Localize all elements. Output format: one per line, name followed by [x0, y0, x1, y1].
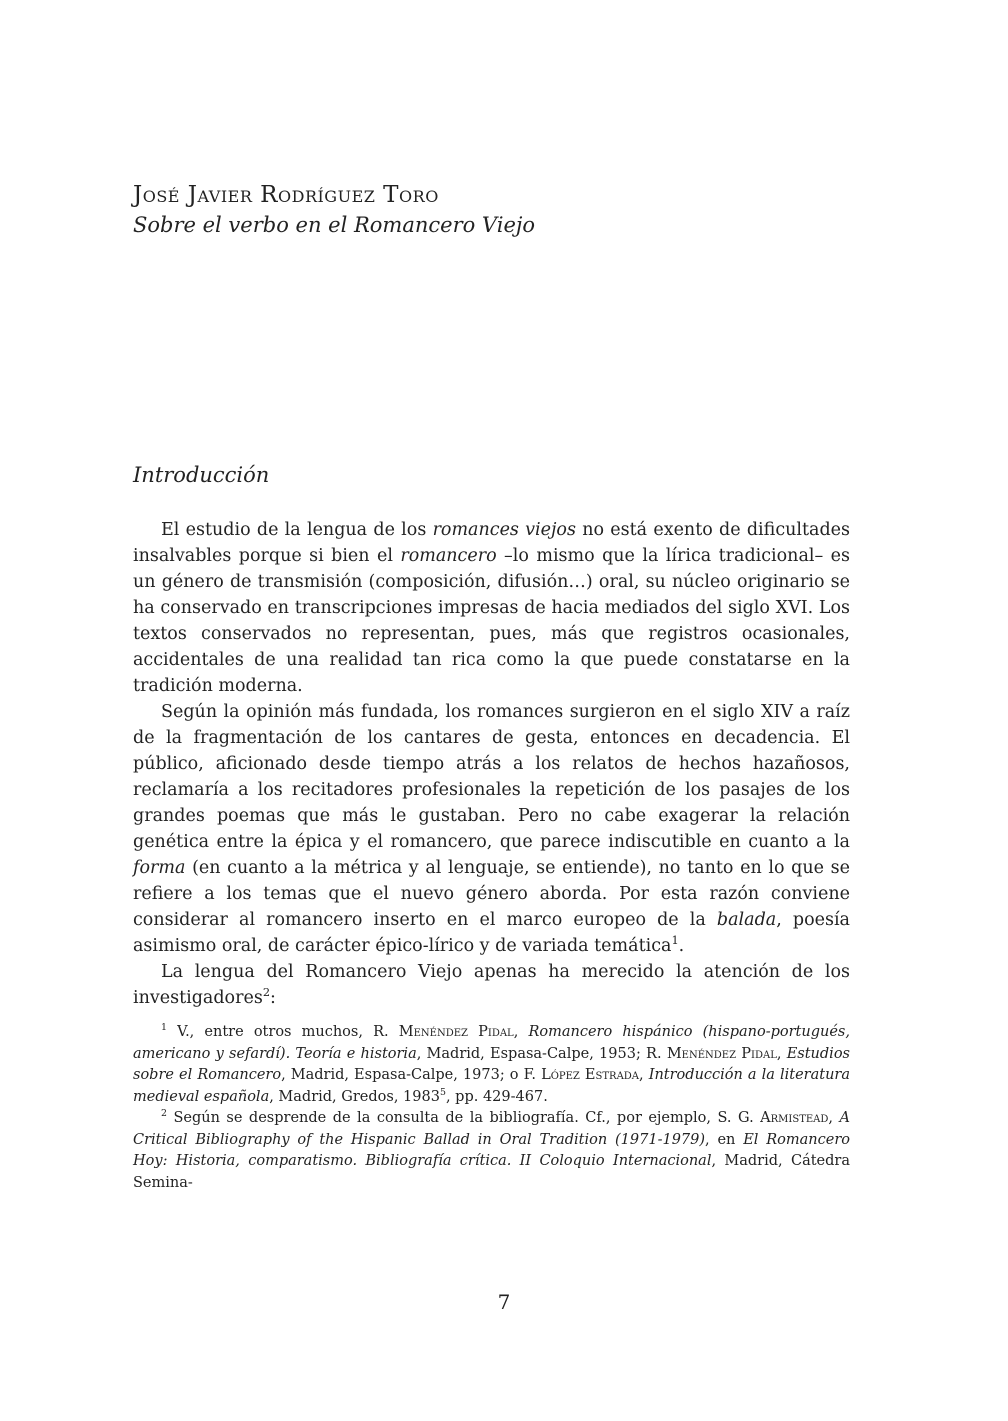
text-run: El estudio de la lengua de los: [161, 520, 433, 540]
book-title: Romancero hispánico (hispano-portugués, americano y sefardí). Teoría e historia: [133, 1024, 850, 1062]
book-title: Estudios sobre el Romancero: [133, 1045, 850, 1083]
text-run: ,: [776, 1045, 787, 1062]
section-heading: Introducción: [133, 463, 270, 487]
book-title: Introducción a la literatura medieval española: [133, 1067, 850, 1105]
edition-superscript: 5: [439, 1086, 446, 1098]
text-run: ,: [639, 1067, 649, 1083]
paragraph-2: [133, 699, 850, 959]
text-run: (en cuanto a la métrica y al lenguaje, se entiende), no tanto en lo que se refiere a los temas que el nuevo género aborda. Por esta razón conviene considerar al romancero inserto en el marco europeo de la: [133, 858, 850, 930]
text-run: La lengua del Romancero Viejo apenas ha merecido la atención de los investigadores: [133, 962, 850, 1008]
text-run: , Madrid, Espasa-Calpe, 1973; o F.: [281, 1067, 542, 1083]
footnote-1: [133, 1022, 850, 1108]
author-smallcaps: Armistead: [760, 1110, 829, 1126]
text-run: :: [270, 988, 276, 1008]
italic-term: romancero: [400, 546, 497, 566]
footnote-number: 1: [161, 1022, 167, 1034]
author-smallcaps: Menéndez Pidal: [398, 1024, 514, 1040]
text-run: , Madrid, Gredos, 1983: [269, 1088, 440, 1105]
text-run: Según se desprende de la consulta de la bibliografía. Cf., por ejemplo, S. G.: [167, 1110, 761, 1126]
footnotes: [133, 1022, 850, 1194]
footnote-ref-1[interactable]: 1: [671, 933, 679, 948]
text-run: ,: [513, 1024, 529, 1040]
author-name: José Javier Rodríguez Toro: [133, 182, 439, 208]
author-smallcaps: López Estrada: [541, 1067, 640, 1083]
chapter-title: Sobre el verbo en el Romancero Viejo: [133, 213, 536, 237]
text-run: .: [678, 936, 685, 956]
body-text: [133, 517, 850, 1011]
italic-term: forma: [133, 858, 186, 878]
text-run: ,: [828, 1110, 840, 1126]
text-run: Según la opinión más fundada, los romances surgieron en el siglo XIV a raíz de la fragmentación de los cantares de gesta, entonces en decadencia. El público, aficionado desde tiempo atrás a los relatos de hechos hazañosos, reclamaría a los recitadores profesionales la repetición de los pasajes de los grandes poemas que más le gustaban. Pero no cabe exagerar la relación genética entre la épica y el romancero, que parece indiscutible en cuanto a la: [133, 702, 850, 852]
text-run: no está exento de dificultades insalvables porque si bien el: [133, 520, 850, 566]
footnote-number: 2: [161, 1108, 167, 1120]
text-run: , Madrid, Cátedra Semina-: [133, 1153, 850, 1191]
text-run: –lo mismo que la lírica tradicional– es un género de transmisión (composición, difusión…) oral, su núcleo originario se ha conservado en transcripciones impresas de hacia mediados del siglo XVI. Los textos conservados no representan, pues, más que registros ocasionales, accidentales de una realidad tan rica como la que puede constatarse en la tradición moderna.: [133, 546, 850, 696]
text-run: , pp. 429-467.: [445, 1088, 548, 1105]
text-run: V., entre otros muchos, R.: [167, 1024, 399, 1040]
footnote-ref-2[interactable]: 2: [262, 985, 271, 1000]
text-run: , Madrid, Espasa-Calpe, 1953; R.: [416, 1045, 667, 1062]
paragraph-1: [133, 517, 850, 699]
page-number: 7: [497, 1290, 511, 1314]
italic-term: balada: [716, 910, 777, 930]
author-smallcaps: Menéndez Pidal: [666, 1045, 777, 1062]
book-title: A Critical Bibliography of the Hispanic Ballad in Oral Tradition (1971-1979): [133, 1110, 850, 1148]
italic-term: romances viejos: [432, 520, 576, 540]
paragraph-3: [133, 959, 850, 1011]
book-title: El Romancero Hoy: Historia, comparatismo. Bibliografía crítica. II Coloquio Internacional: [133, 1131, 851, 1169]
footnote-2: [133, 1108, 850, 1194]
text-run: , en: [705, 1131, 744, 1148]
text-run: , poesía asimismo oral, de carácter épico-lírico y de variada temática: [133, 910, 850, 956]
